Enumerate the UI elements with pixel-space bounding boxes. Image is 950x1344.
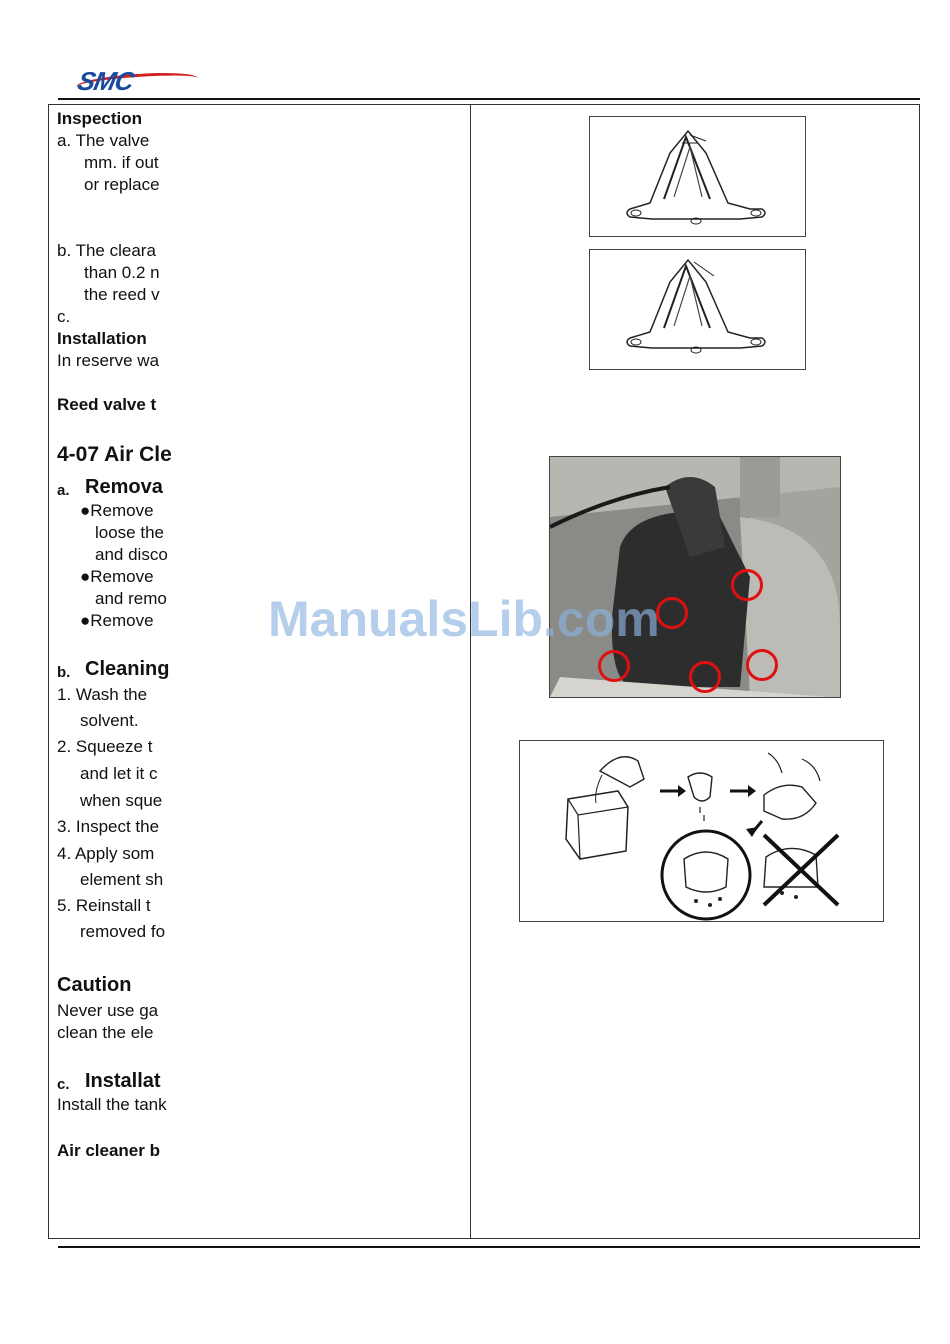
step4-line1: 4. Apply som	[57, 844, 155, 863]
bolt-marker-1	[731, 569, 763, 601]
step5-line2: removed fo	[80, 922, 166, 941]
step1-line2: solvent.	[80, 711, 139, 730]
bolt-marker-5	[746, 649, 778, 681]
item-b-line3: the reed v	[84, 285, 160, 304]
removal-2-line1: ●Remove	[80, 567, 154, 586]
watermark: ManualsLib.com	[268, 591, 660, 647]
step5-line1: 5. Reinstall t	[57, 896, 151, 915]
footer-rule	[58, 1246, 920, 1248]
step2-line3: when sque	[80, 791, 163, 810]
removal-1-line3: and disco	[95, 545, 168, 564]
cleaning-steps-diagram-icon	[519, 740, 884, 922]
item-a-line3: or replace	[84, 175, 160, 194]
removal-heading: Remova	[85, 476, 163, 498]
caution-heading: Caution	[57, 974, 132, 996]
caution-line1: Never use ga	[57, 1001, 159, 1020]
section-title: 4-07 Air Cle	[57, 443, 172, 466]
removal-2-line2: and remo	[95, 589, 167, 608]
bolt-marker-3	[598, 650, 630, 682]
reed-valve-torque: Reed valve t	[57, 395, 157, 414]
step2-line2: and let it c	[80, 764, 158, 783]
reed-valve-diagram-icon	[589, 116, 806, 237]
inspection-heading: Inspection	[57, 109, 143, 128]
removal-1-line2: loose the	[95, 523, 164, 542]
caution-line2: clean the ele	[57, 1023, 154, 1042]
column-divider	[470, 104, 471, 1238]
cleaning-heading: Cleaning	[85, 658, 170, 680]
item-a-line1: a. The valve	[57, 131, 150, 150]
smc-logo	[76, 62, 204, 102]
install-heading: Installat	[85, 1070, 161, 1092]
item-b-line1: b. The cleara	[57, 241, 156, 260]
step3-line1: 3. Inspect the	[57, 817, 160, 836]
install-prefix: c.	[57, 1076, 70, 1093]
header-rule	[58, 98, 920, 100]
cleaning-prefix: b.	[57, 664, 71, 681]
air-cleaner-photo	[549, 456, 841, 698]
installation-heading: Installation	[57, 329, 147, 348]
reed-valve-clearance-icon	[589, 249, 806, 370]
removal-3-line1: ●Remove	[80, 611, 154, 630]
left-column	[52, 106, 172, 1236]
item-c: c.	[57, 307, 71, 326]
bolt-marker-2	[656, 597, 688, 629]
installation-text: In reserve wa	[57, 351, 160, 370]
step1-line1: 1. Wash the	[57, 685, 148, 704]
step2-line1: 2. Squeeze t	[57, 737, 153, 756]
logo-text: SMC	[74, 66, 137, 96]
removal-prefix: a.	[57, 482, 70, 499]
air-cleaner-torque: Air cleaner b	[57, 1141, 160, 1160]
removal-1-line1: ●Remove	[80, 501, 154, 520]
item-a-line2: mm. if out	[84, 153, 159, 172]
item-b-line2: than 0.2 n	[84, 263, 160, 282]
step4-line2: element sh	[80, 870, 164, 889]
install-text: Install the tank	[57, 1095, 167, 1114]
bolt-marker-4	[689, 661, 721, 693]
